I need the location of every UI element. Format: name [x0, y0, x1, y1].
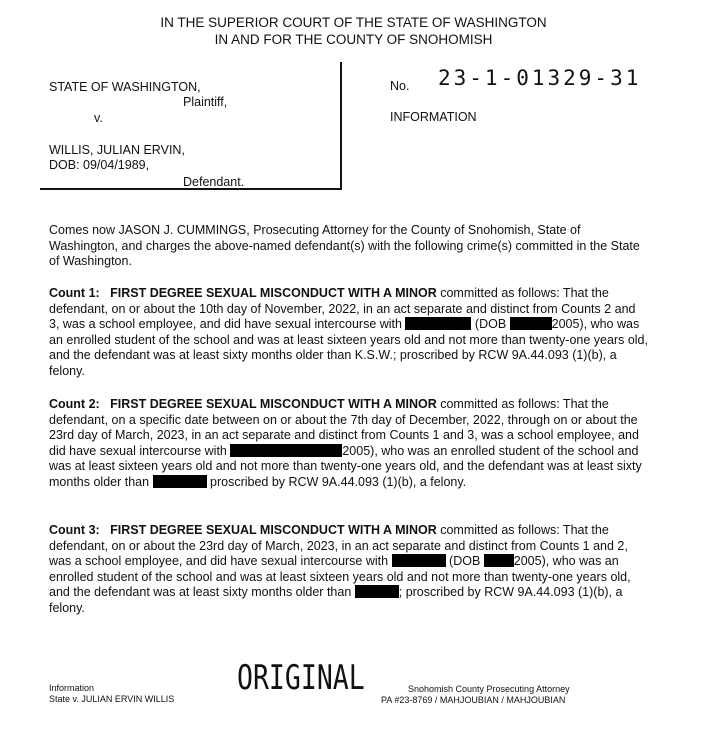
footer-doc-type: Information [49, 683, 95, 693]
court-name-line2: IN AND FOR THE COUNTY OF SNOHOMISH [214, 32, 493, 47]
count-2-text [49, 397, 649, 490]
count-2-title: FIRST DEGREE SEXUAL MISCONDUCT WITH A MINOR [110, 397, 437, 411]
count-2-body-a: committed as follows: That the defendant, on a specific date between on or about the 7th day of December, 2022, through on or about the 23rd day of March, 2023, in an act separate and distinct from Counts 1 and 3, was a school employee, and did have sexual intercourse with [49, 397, 639, 458]
intro-text: Comes now JASON J. CUMMINGS, Prosecuting Attorney for the County of Snohomish, State of Washington, and charges the above-named defendant(s) with the following crime(s) committed in the State of Washington. [49, 223, 640, 268]
count-3-body-b: (DOB [445, 554, 484, 568]
count-1 [49, 286, 649, 379]
count-1-body-c: 2005), who was an enrolled student of the school and was at least sixteen years old and not more than twenty-one years old, and the defendant was at least sixty months older than K.S.W.; proscribed by RCW 9A.44.093 (1)(b), a felony. [49, 317, 648, 378]
footer-pa-number: PA #23-8769 / MAHJOUBIAN / MAHJOUBIAN [381, 695, 566, 705]
count-2-body-c: proscribed by RCW 9A.44.093 (1)(b), a felony. [206, 474, 467, 489]
defendant-name: WILLIS, JULIAN ERVIN, [49, 143, 185, 157]
footer-case-caption: State v. JULIAN ERVIN WILLIS [49, 694, 175, 704]
redaction-block [510, 317, 552, 330]
original-stamp: ORIGINAL [237, 658, 365, 698]
redaction-block [230, 444, 342, 457]
case-number: 23-1-01329-31 [438, 66, 642, 90]
count-3-text [49, 523, 649, 616]
defendant-label: Defendant. [183, 175, 245, 189]
versus-label: v. [94, 111, 103, 125]
count-3-body-d: ; proscribed by RCW 9A.44.093 (1)(b), a felony. [49, 585, 623, 615]
plaintiff-name: STATE OF WASHINGTON, [49, 80, 201, 94]
redaction-block [153, 475, 207, 488]
court-name-line1: IN THE SUPERIOR COURT OF THE STATE OF WASHINGTON [160, 15, 547, 30]
defendant-dob: DOB: 09/04/1989, [49, 158, 150, 172]
redaction-block [405, 317, 471, 330]
count-1-text [49, 286, 649, 379]
document-type: INFORMATION [390, 110, 477, 124]
count-2-body-b: 2005), who was an enrolled student of the school and was at least sixteen years old and not more than twenty-one years old, and the defendant was at least sixty months older than [49, 443, 642, 489]
footer-office: Snohomish County Prosecuting Attorney [408, 684, 570, 694]
count-3-label: Count 3: [49, 523, 100, 537]
count-2-label: Count 2: [49, 397, 100, 411]
count-3-title: FIRST DEGREE SEXUAL MISCONDUCT WITH A MINOR [110, 523, 437, 537]
redaction-block [355, 585, 399, 598]
count-2 [49, 397, 649, 490]
count-1-body-a: committed as follows: That the defendant, on or about the 10th day of November, 2022, in an act separate and distinct from Counts 2 and 3, was a school employee, and did have sexual intercourse with [49, 286, 636, 331]
count-3 [49, 523, 649, 616]
case-no-label: No. [390, 79, 410, 93]
redaction-block [484, 554, 514, 567]
count-3-body-c: 2005), who was an enrolled student of the school and was at least sixteen years old and not more than twenty-one years old, and the defendant was at least sixty months older than [49, 554, 631, 599]
caption-vertical-rule [340, 62, 342, 189]
redaction-block [392, 554, 446, 567]
plaintiff-label: Plaintiff, [183, 95, 228, 109]
count-1-label: Count 1: [49, 286, 100, 300]
count-3-body-a: committed as follows: That the defendant, on or about the 23rd day of March, 2023, in an act separate and distinct from Counts 1 and 2, was a school employee, and did have sexual intercourse with [49, 523, 628, 568]
count-1-body-b: (DOB [471, 317, 510, 331]
count-1-title: FIRST DEGREE SEXUAL MISCONDUCT WITH A MINOR [110, 286, 437, 300]
intro-paragraph [49, 223, 649, 270]
